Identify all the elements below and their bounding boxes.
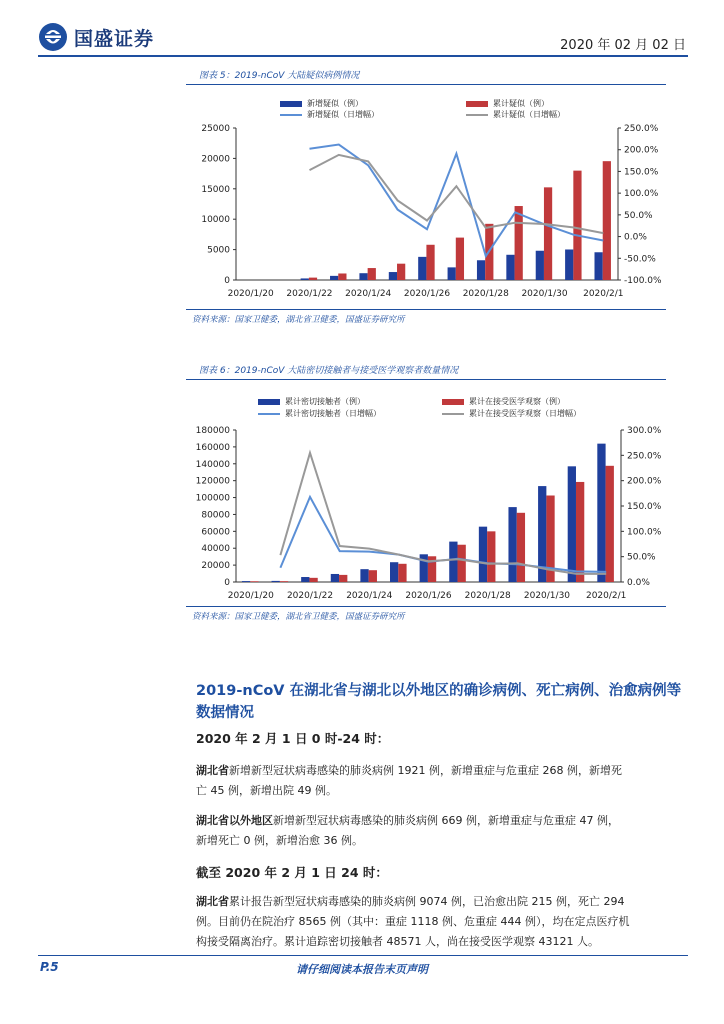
bar xyxy=(576,482,584,582)
paragraph-text: 累计报告新型冠状病毒感染的肺炎病例 9074 例，已治愈出院 215 例，死亡 294 xyxy=(229,895,625,908)
bar xyxy=(280,581,288,582)
paragraph-text: 构接受隔离治疗。累计追踪密切接触者 48571 人，尚在接受医学观察 43121 人。 xyxy=(196,935,599,948)
paragraph-text: 亡 45 例，新增出院 49 例。 xyxy=(196,784,337,797)
bar xyxy=(420,554,428,582)
y-tick-label-right: 250.0% xyxy=(627,451,662,462)
paragraph-text: 新增死亡 0 例，新增治愈 36 例。 xyxy=(196,834,363,847)
bar xyxy=(272,581,280,582)
section-heading-line: 数据情况 xyxy=(196,705,254,721)
y-tick-label-left: 20000 xyxy=(201,154,230,165)
paragraph-outside-daily xyxy=(196,811,696,851)
bar xyxy=(339,575,347,582)
y-tick-label-right: 50.0% xyxy=(624,210,653,221)
logo-icon xyxy=(38,22,68,52)
x-tick-label: 2020/1/20 xyxy=(227,289,274,299)
bar xyxy=(426,245,434,280)
report-date: 2020 年 02 月 02 日 xyxy=(560,38,686,53)
legend-label: 新增疑似（例） xyxy=(307,99,363,108)
bar xyxy=(508,507,516,582)
legend-swatch xyxy=(466,114,488,116)
bar xyxy=(568,466,576,582)
legend-swatch xyxy=(280,114,302,116)
bar xyxy=(360,569,368,582)
bar xyxy=(517,513,525,582)
legend-item xyxy=(258,408,381,419)
y-tick-label-right: 50.0% xyxy=(627,552,656,563)
y-tick-label-right: -100.0% xyxy=(624,276,662,286)
bar xyxy=(389,272,397,280)
y-tick-label-left: 0 xyxy=(224,578,230,588)
subheading-cumulative: 截至 2020 年 2 月 1 日 24 时： xyxy=(196,865,388,880)
y-tick-label-right: 300.0% xyxy=(627,426,662,436)
bar xyxy=(397,264,405,280)
y-tick-label-left: 100000 xyxy=(195,493,230,504)
paragraph-hubei-daily xyxy=(196,761,696,801)
bar xyxy=(565,249,573,280)
bar xyxy=(449,542,457,582)
legend-swatch xyxy=(442,399,464,405)
bar xyxy=(338,273,346,280)
logo-text: 国盛证券 xyxy=(74,28,155,50)
section-heading-line: 2019-nCoV 在湖北省与湖北以外地区的确诊病例、死亡病例、治愈病例等 xyxy=(196,683,682,699)
x-tick-label: 2020/2/1 xyxy=(585,591,627,601)
bar xyxy=(597,444,605,582)
page-number: P.5 xyxy=(40,960,59,974)
x-tick-label: 2020/1/30 xyxy=(521,289,568,299)
footer-divider xyxy=(38,955,688,956)
bar xyxy=(331,574,339,582)
bar xyxy=(544,187,552,280)
y-tick-label-left: 25000 xyxy=(201,124,230,134)
y-tick-label-left: 120000 xyxy=(195,476,230,487)
bar xyxy=(369,570,377,582)
y-tick-label-right: 200.0% xyxy=(627,476,662,487)
legend-label: 累计疑似（日增幅） xyxy=(493,110,565,119)
figure6-chart xyxy=(186,420,676,606)
y-tick-label-left: 10000 xyxy=(201,215,230,226)
bar xyxy=(398,564,406,582)
x-tick-label: 2020/1/24 xyxy=(345,289,392,299)
figure6-title: 图表 6：2019-nCoV 大陆密切接触者与接受医学观察者数量情况 xyxy=(199,366,459,376)
y-tick-label-left: 80000 xyxy=(201,510,230,521)
legend-item xyxy=(258,396,365,407)
legend-swatch xyxy=(258,413,280,415)
bar xyxy=(487,531,495,582)
figure5-title-rule xyxy=(186,84,666,85)
y-tick-label-right: 150.0% xyxy=(627,502,662,512)
header-divider xyxy=(38,55,688,57)
bar xyxy=(242,581,250,582)
y-tick-label-left: 20000 xyxy=(201,561,230,572)
bar xyxy=(359,273,367,280)
region-label: 湖北省 xyxy=(196,895,229,908)
figure6-title-rule xyxy=(186,379,666,380)
series-line xyxy=(280,453,606,574)
x-tick-label: 2020/1/22 xyxy=(286,289,333,299)
figure5-source: 资料来源：国家卫健委，湖北省卫健委，国盛证券研究所 xyxy=(192,315,405,325)
legend-label: 累计密切接触者（例） xyxy=(285,397,365,406)
legend-swatch xyxy=(280,101,302,107)
legend-swatch xyxy=(466,101,488,107)
bar xyxy=(479,527,487,582)
y-tick-label-left: 60000 xyxy=(201,527,230,538)
bar xyxy=(330,276,338,280)
x-tick-label: 2020/1/26 xyxy=(403,289,451,299)
legend-item xyxy=(280,98,363,109)
legend-item xyxy=(442,396,565,407)
paragraph-hubei-cumulative xyxy=(196,892,696,952)
bar xyxy=(448,267,456,280)
legend-swatch xyxy=(258,399,280,405)
x-tick-label: 2020/1/26 xyxy=(405,591,452,601)
header xyxy=(38,20,688,54)
legend-label: 累计在接受医学观察（例） xyxy=(469,397,565,406)
paragraph-text: 新增新型冠状病毒感染的肺炎病例 669 例，新增重症与危重症 47 例， xyxy=(273,814,619,827)
figure5-bottom-rule xyxy=(186,309,666,310)
x-tick-label: 2020/1/24 xyxy=(346,591,393,601)
y-tick-label-right: 150.0% xyxy=(624,167,659,178)
y-tick-label-left: 0 xyxy=(224,276,230,286)
region-label: 湖北省 xyxy=(196,764,229,777)
legend-label: 累计在接受医学观察（日增幅） xyxy=(469,409,581,418)
bar xyxy=(301,278,309,280)
bar xyxy=(536,251,544,280)
bar xyxy=(301,577,309,582)
y-tick-label-left: 5000 xyxy=(207,245,230,256)
legend-item xyxy=(466,98,549,109)
bar xyxy=(368,268,376,280)
y-tick-label-right: 100.0% xyxy=(624,189,659,200)
bar xyxy=(506,255,514,280)
x-tick-label: 2020/2/1 xyxy=(583,289,624,299)
subheading-daily: 2020 年 2 月 1 日 0 时-24 时： xyxy=(196,731,390,746)
bar xyxy=(603,161,611,280)
legend-swatch xyxy=(442,413,464,415)
legend-item xyxy=(442,408,581,419)
bar xyxy=(456,238,464,280)
y-tick-label-right: 250.0% xyxy=(624,124,659,134)
bar xyxy=(606,466,614,582)
x-tick-label: 2020/1/20 xyxy=(227,591,274,601)
y-tick-label-right: 100.0% xyxy=(627,527,662,538)
figure5-title: 图表 5：2019-nCoV 大陆疑似病例情况 xyxy=(199,71,360,81)
x-tick-label: 2020/1/28 xyxy=(464,591,511,601)
figure5-chart xyxy=(186,118,676,308)
bar xyxy=(250,581,258,582)
region-label: 湖北省以外地区 xyxy=(196,814,273,827)
legend-label: 累计密切接触者（日增幅） xyxy=(285,409,381,418)
series-line xyxy=(310,155,604,233)
x-tick-label: 2020/1/30 xyxy=(523,591,571,601)
bar xyxy=(418,257,426,280)
x-tick-label: 2020/1/28 xyxy=(462,289,509,299)
y-tick-label-right: 0.0% xyxy=(624,232,647,243)
figure6-source: 资料来源：国家卫健委，湖北省卫健委，国盛证券研究所 xyxy=(192,612,405,622)
figure6-bottom-rule xyxy=(186,606,666,607)
footer-disclaimer: 请仔细阅读本报告末页声明 xyxy=(296,963,428,976)
bar xyxy=(573,171,581,280)
y-tick-label-left: 40000 xyxy=(201,544,230,555)
legend-label: 累计疑似（例） xyxy=(493,99,549,108)
bar xyxy=(458,545,466,582)
bar xyxy=(309,278,317,280)
bar xyxy=(594,252,602,280)
y-tick-label-left: 15000 xyxy=(201,184,230,195)
bar xyxy=(477,260,485,280)
legend-label: 新增疑似（日增幅） xyxy=(307,110,379,119)
y-tick-label-left: 160000 xyxy=(195,442,230,453)
bar xyxy=(309,578,317,582)
paragraph-text: 例。目前仍在院治疗 8565 例（其中：重症 1118 例、危重症 444 例），均在定点医疗机 xyxy=(196,915,630,928)
bar xyxy=(390,562,398,582)
y-tick-label-right: 0.0% xyxy=(627,578,650,588)
y-tick-label-right: 200.0% xyxy=(624,145,659,156)
bar xyxy=(515,206,523,280)
y-tick-label-left: 140000 xyxy=(195,459,230,470)
paragraph-text: 新增新型冠状病毒感染的肺炎病例 1921 例，新增重症与危重症 268 例，新增死 xyxy=(229,764,622,777)
x-tick-label: 2020/1/22 xyxy=(286,591,334,601)
section-heading xyxy=(196,680,696,724)
y-tick-label-right: -50.0% xyxy=(624,254,656,265)
y-tick-label-left: 180000 xyxy=(195,426,230,436)
